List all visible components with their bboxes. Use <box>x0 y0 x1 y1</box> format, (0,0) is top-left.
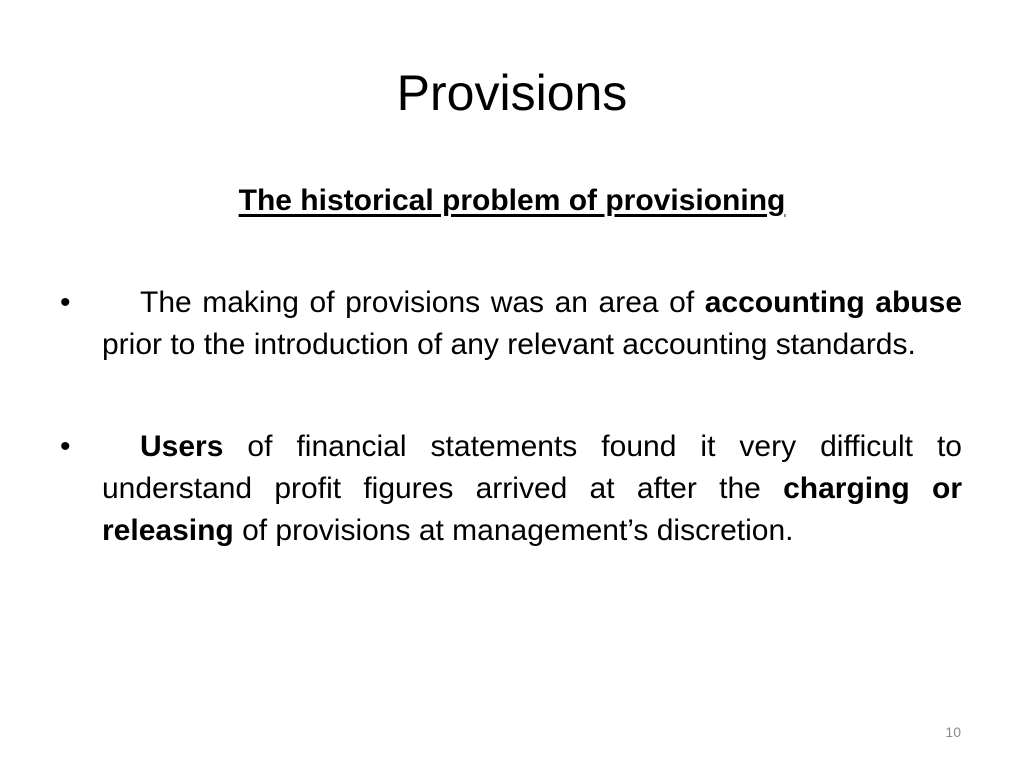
bullet-list <box>60 282 962 612</box>
bullet-text <box>102 286 962 361</box>
bullet-text-emphasis: accounting abuse <box>704 286 963 319</box>
bullet-text-part: of financial statements found it very difficult to understand profit figures arrived at after the <box>102 430 962 505</box>
page-number: 10 <box>945 724 961 740</box>
bullet-text-emphasis: Users <box>140 430 224 463</box>
bullet-item <box>60 426 962 552</box>
bullet-marker: • <box>60 286 71 319</box>
slide-title: Provisions <box>396 65 628 121</box>
bullet-item <box>60 282 962 366</box>
bullet-text-part: of provisions at management’s discretion. <box>233 514 794 547</box>
bullet-text-part: The making of provisions was an area of <box>140 286 705 319</box>
bullet-text-part: prior to the introduction of any relevant accounting standards. <box>102 328 916 361</box>
bullet-marker: • <box>60 430 71 463</box>
bullet-text-emphasis: charging or releasing <box>102 472 963 547</box>
bullet-text <box>102 430 962 547</box>
slide-subtitle: The historical problem of provisioning <box>238 184 786 217</box>
